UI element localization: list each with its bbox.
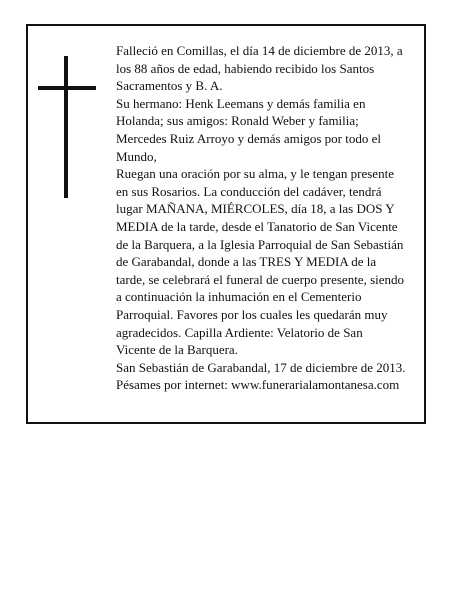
obituary-text	[116, 42, 422, 394]
obituary-line-10: lugar MAÑANA, MIÉRCOLES, día 18, a las DOS Y	[116, 201, 395, 217]
obituary-line-20: Pésames por internet: www.funerarialamontanesa.com	[116, 377, 400, 393]
cross-horizontal-bar	[38, 86, 96, 90]
cross-icon-graphic	[38, 56, 98, 198]
obituary-line-13: de Garabandal, donde a las TRES Y MEDIA de la	[116, 254, 377, 270]
obituary-line-11: MEDIA de la tarde, desde el Tanatorio de San Vicente	[116, 218, 398, 234]
cross-vertical-bar	[64, 56, 68, 198]
obituary-line-7: Mundo,	[116, 148, 157, 164]
obituary-line-18: Vicente de la Barquera.	[116, 342, 238, 358]
cross-icon	[38, 56, 98, 198]
obituary-line-2: los 88 años de edad, habiendo recibido los Santos	[116, 60, 375, 76]
obituary-line-14: tarde, se celebrará el funeral de cuerpo presente, siendo	[116, 271, 405, 287]
obituary-line-16: Parroquial. Favores por los cuales les quedarán muy	[116, 306, 388, 322]
obituary-line-8: Ruegan una oración por su alma, y le tengan presente	[116, 166, 394, 182]
obituary-line-15: a continuación la inhumación en el Cementerio	[116, 289, 362, 305]
obituary-line-1: Falleció en Comillas, el día 14 de diciembre de 2013, a	[116, 43, 403, 58]
obituary-line-19: San Sebastián de Garabandal, 17 de diciembre de 2013.	[116, 359, 406, 375]
obituary-line-3: Sacramentos y B. A.	[116, 78, 223, 94]
obituary-line-12: de la Barquera, a la Iglesia Parroquial de San Sebastián	[116, 236, 404, 252]
obituary-line-6: Mercedes Ruiz Arroyo y demás amigos por todo el	[116, 130, 381, 146]
obituary-line-17: agradecidos. Capilla Ardiente: Velatorio de San	[116, 324, 363, 340]
obituary-line-5: Holanda; sus amigos: Ronald Weber y familia;	[116, 113, 359, 129]
obituary-line-9: en sus Rosarios. La conducción del cadáver, tendrá	[116, 183, 382, 199]
obituary-line-4: Su hermano: Henk Leemans y demás familia en	[116, 95, 366, 111]
obituary-notice	[26, 24, 426, 424]
